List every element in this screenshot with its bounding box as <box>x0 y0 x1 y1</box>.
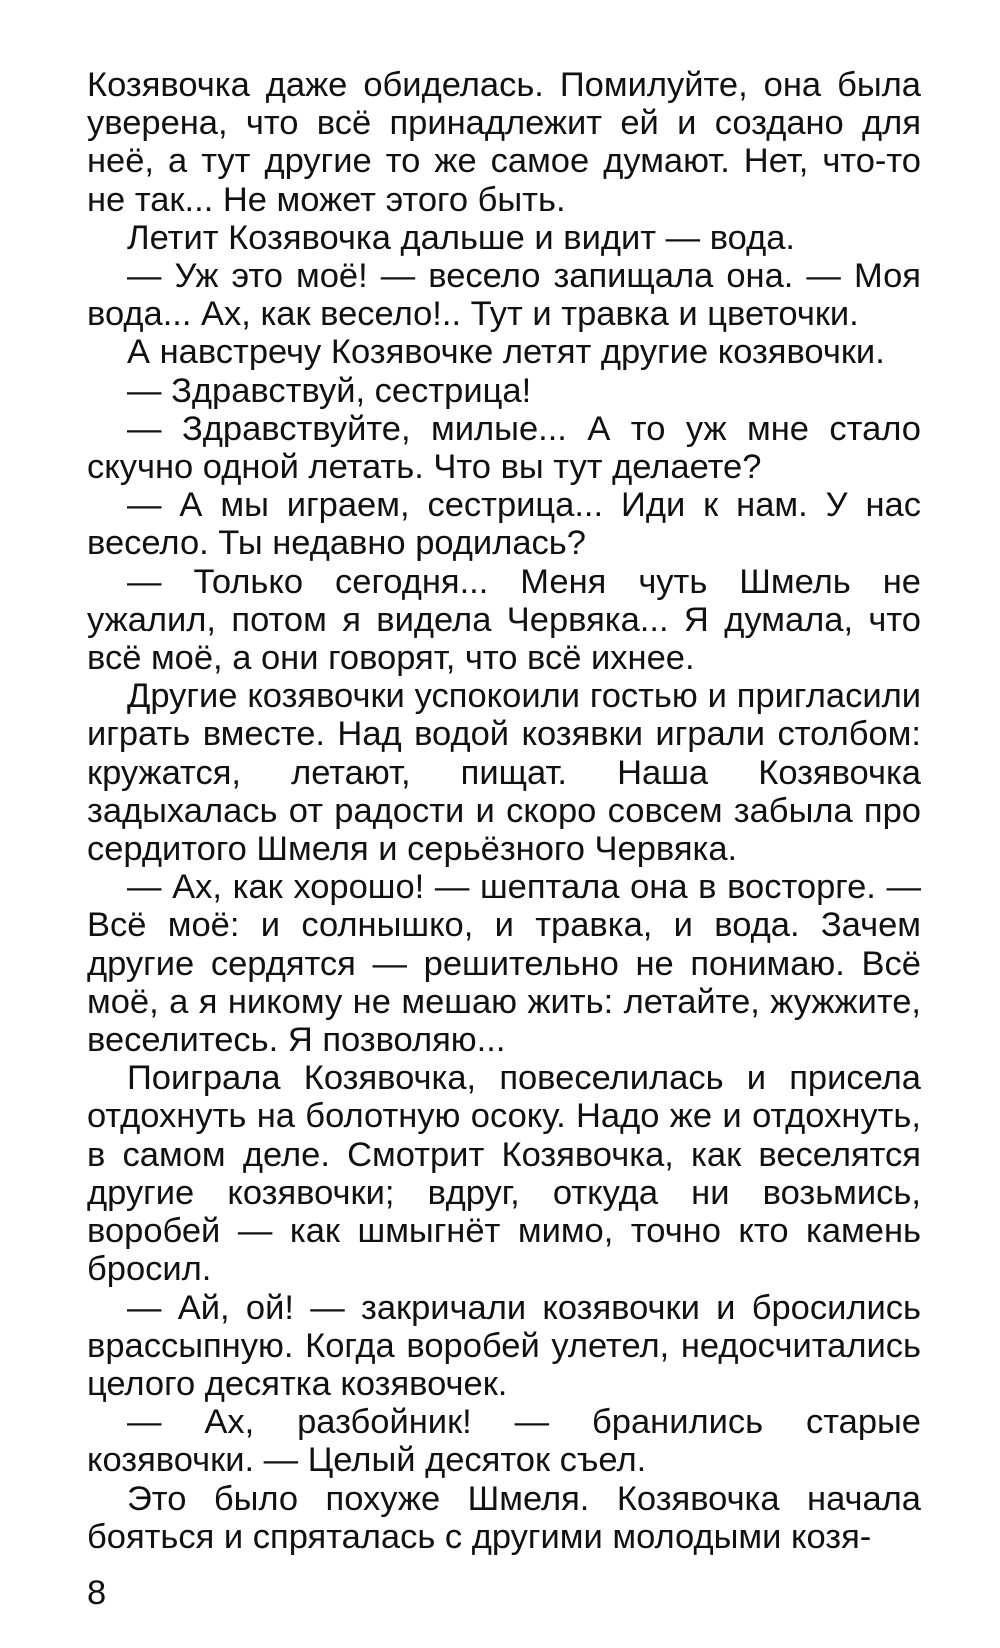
paragraph: — Только сегодня... Меня чуть Шмель не ужалил, потом я видела Червяка... Я думала, что всё моё, а они говорят, что всё ихнее. <box>87 562 921 678</box>
paragraph: — Здравствуй, сестрица! <box>127 371 532 410</box>
paragraph: А навстречу Козявочке летят другие козявочки. <box>127 333 885 372</box>
page-number: 8 <box>87 1574 107 1612</box>
paragraph: — А мы играем, сестрица... Иди к нам. У нас весело. Ты недавно родилась? <box>87 486 921 563</box>
paragraph: Это было похуже Шмеля. Козявочка начала бояться и спряталась с другими молодыми козя- <box>87 1479 921 1556</box>
paragraph: — Ах, разбойник! — бранились старые козявочки. — Целый десяток съел. <box>87 1403 921 1480</box>
paragraph: — Здравствуйте, милые... А то уж мне стало скучно одной летать. Что вы тут делаете? <box>87 409 921 487</box>
paragraph: Другие козявочки успокоили гостью и пригласили играть вместе. Над водой козявки играли столбом: кружатся, летают, пищат. Наша Козявочка задыхалась от радости и скоро совсем забыла про сердитого Шмеля и серьёзного Червяка. <box>87 677 921 869</box>
paragraph: — Ай, ой! — закричали козявочки и бросились врассыпную. Когда воробей улетел, недосчитались целого десятка козявочек. <box>87 1288 921 1403</box>
paragraph: Летит Козявочка дальше и видит — вода. <box>127 218 795 257</box>
paragraph: Козявочка даже обиделась. Помилуйте, она была уверена, что всё принадлежит ей и создано для неё, а тут другие то же самое думают. Нет, что-то не так... Не может этого быть. <box>87 66 921 219</box>
paragraph: — Уж это моё! — весело запищала она. — Моя вода... Ах, как весело!.. Тут и травка и цветочки. <box>87 257 921 334</box>
paragraph: — Ах, как хорошо! — шептала она в восторге. — Всё моё: и солнышко, и травка, и вода. Зачем другие сердятся — решительно не понимаю. Всё моё, а я никому не мешаю жить: летайте, жужжите, веселитесь. Я позволяю... <box>87 868 921 1060</box>
page-text <box>87 66 921 1556</box>
paragraph: Поиграла Козявочка, повеселилась и присела отдохнуть на болотную осоку. Надо же и отдохнуть, в самом деле. Смотрит Козявочка, как веселятся другие козявочки; вдруг, откуда ни возьмись, воробей — как шмыгнёт мимо, точно кто камень бросил. <box>87 1059 921 1289</box>
